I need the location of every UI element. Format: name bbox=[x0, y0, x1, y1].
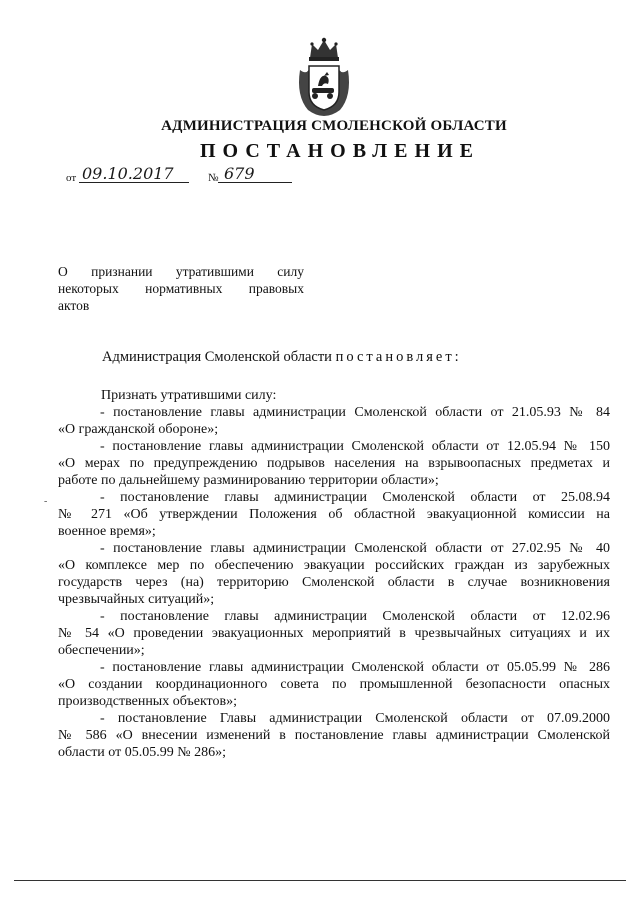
item-line: - постановление главы администрации Смоленской области от 21.05.93 № 84 bbox=[100, 405, 610, 420]
decree-lead: Администрация Смоленской области bbox=[102, 349, 332, 365]
item-line: № 54 «О проведении эвакуационных мероприятий в чрезвычайных ситуациях и их bbox=[58, 626, 610, 641]
decree-verb: постановляет: bbox=[335, 349, 462, 365]
document-subject bbox=[58, 263, 304, 314]
item-line: - постановление главы администрации Смоленской области от 05.05.99 № 286 bbox=[100, 660, 610, 675]
repealed-item bbox=[58, 438, 610, 489]
item-line: «О гражданской обороне»; bbox=[58, 422, 219, 437]
item-line: производственных объектов»; bbox=[58, 694, 237, 709]
organization-name: АДМИНИСТРАЦИЯ СМОЛЕНСКОЙ ОБЛАСТИ bbox=[161, 118, 507, 134]
item-line: работе по дальнейшему разминированию территории области»; bbox=[58, 473, 439, 488]
document-type: ПОСТАНОВЛЕНИЕ bbox=[200, 140, 480, 162]
item-line: - постановление Главы администрации Смоленской области от 07.09.2000 bbox=[100, 711, 610, 726]
repealed-item bbox=[58, 659, 610, 710]
document-body bbox=[58, 387, 610, 761]
handwritten-date: 09.10.2017 bbox=[82, 164, 174, 183]
margin-mark: - bbox=[44, 496, 48, 507]
repealed-item bbox=[58, 404, 610, 438]
body-intro: Признать утратившими силу: bbox=[101, 388, 277, 403]
item-line: № 586 «О внесении изменений в постановление главы администрации Смоленской bbox=[58, 728, 610, 743]
number-prefix: № bbox=[208, 172, 219, 184]
handwritten-number: 679 bbox=[224, 164, 255, 183]
decree-statement bbox=[102, 349, 462, 366]
item-line: «О комплексе мер по обеспечению эвакуации российских граждан из зарубежных bbox=[58, 558, 610, 573]
date-prefix: от bbox=[66, 172, 77, 184]
item-line: чрезвычайных ситуаций»; bbox=[58, 592, 215, 607]
item-line: - постановление главы администрации Смоленской области от 12.02.96 bbox=[100, 609, 610, 624]
item-line: обеспечении»; bbox=[58, 643, 145, 658]
item-line: № 271 «Об утверждении Положения об областной эвакуационной комиссии на bbox=[58, 507, 610, 522]
item-line: «О создании координационного совета по промышленной безопасности опасных bbox=[58, 677, 610, 692]
item-line: области от 05.05.99 № 286»; bbox=[58, 745, 226, 760]
item-line: государств через (на) территорию Смоленской области в случае возникновения bbox=[58, 575, 610, 590]
page-bottom-rule bbox=[14, 880, 626, 881]
coat-of-arms-emblem bbox=[294, 36, 354, 118]
subject-line: О признании утратившими силу bbox=[58, 264, 304, 279]
repealed-item bbox=[58, 608, 610, 659]
item-line: «О мерах по предупреждению подрывов населения на взрывоопасных предметах и bbox=[58, 456, 610, 471]
subject-line: некоторых нормативных правовых bbox=[58, 281, 304, 296]
repealed-item bbox=[58, 540, 610, 608]
repealed-item bbox=[58, 710, 610, 761]
item-line: военное время»; bbox=[58, 524, 156, 539]
repealed-item bbox=[58, 489, 610, 540]
item-line: - постановление главы администрации Смоленской области от 27.02.95 № 40 bbox=[100, 541, 610, 556]
item-line: - постановление главы администрации Смоленской области от 25.08.94 bbox=[100, 490, 610, 505]
item-line: - постановление главы администрации Смоленской области от 12.05.94 № 150 bbox=[100, 439, 610, 454]
subject-line: актов bbox=[58, 298, 90, 313]
